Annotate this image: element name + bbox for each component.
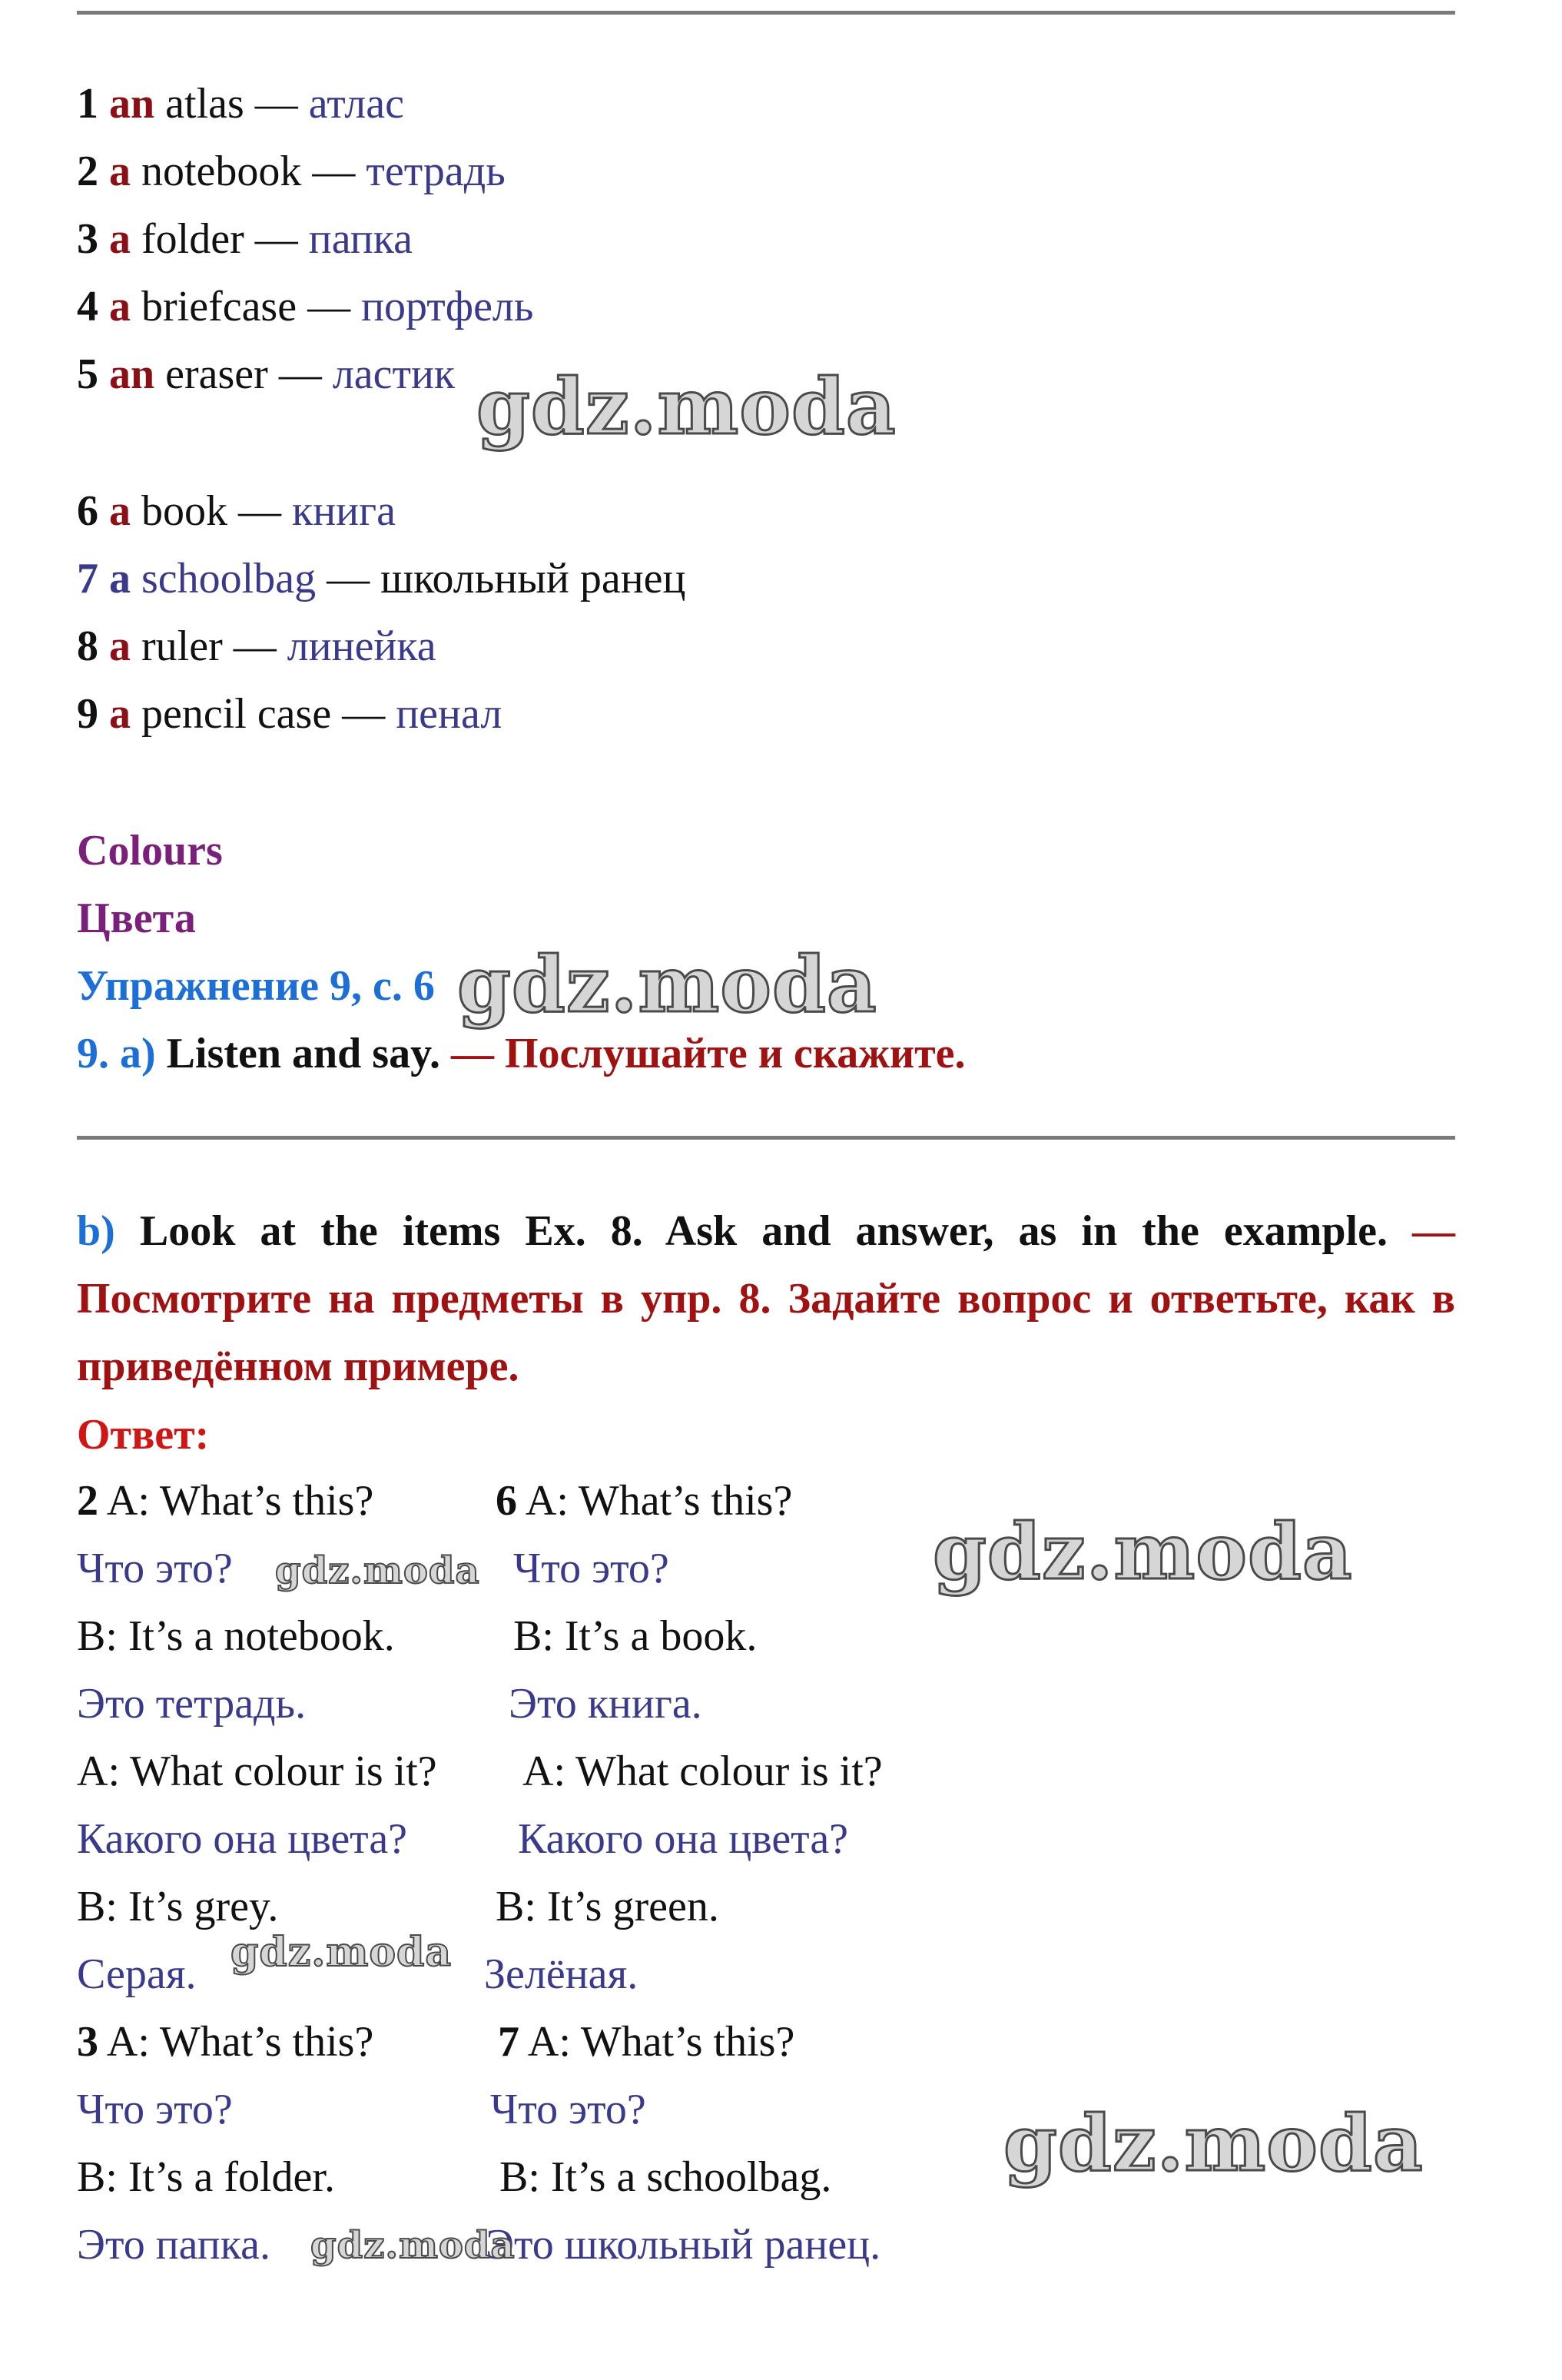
dialogue-line-ru: Что это? [490,2086,646,2133]
word-ru: ластик [332,350,456,398]
dialogue-number: 2 [77,1477,98,1525]
word-en: briefcase [141,283,297,330]
item-number: 4 [77,283,98,330]
task-text-ru: — Послушайте и скажите. [451,1030,966,1077]
dialogue-line-en: B: It’s a book. [513,1612,758,1660]
item-number: 9 [77,690,98,738]
exercise-heading: Упражнение 9, с. 6 [77,962,435,1010]
vocab-item-4 [77,280,533,334]
section-title-en: Colours [77,827,223,875]
dialogue-3-q1 [77,2015,373,2069]
dash: — [307,283,351,330]
dash: — [233,622,277,670]
article: a [109,555,131,602]
word-en: schoolbag [141,555,317,602]
article: a [109,283,131,330]
middle-divider [77,1136,1455,1140]
vocab-item-1 [77,77,404,131]
top-divider [77,11,1455,15]
dialogue-line-en: B: It’s a folder. [77,2153,335,2201]
task-a [77,1027,966,1080]
task-text-ru: — Посмотрите на предметы в упр. 8. Задайте вопрос и ответьте, как в приведённом примере. [77,1207,1456,1390]
dialogue-line-en: A: What’s this? [106,1477,374,1525]
dialogue-number: 7 [498,2018,519,2066]
task-number: 9. a) [77,1030,156,1077]
dialogue-line-en: A: What’s this? [106,2018,374,2066]
dialogue-number: 6 [496,1477,517,1525]
word-ru: портфель [361,283,534,330]
vocab-item-8 [77,619,436,673]
watermark: gdz.moda [933,1506,1353,1597]
word-en: ruler [141,622,223,670]
word-en: pencil case [141,690,332,738]
article: a [109,487,131,535]
dialogue-line-en: A: What colour is it? [522,1748,883,1795]
dialogue-line-en: A: What colour is it? [77,1748,437,1795]
dialogue-7-q1 [498,2015,794,2069]
dash: — [312,148,356,195]
item-number: 2 [77,148,98,195]
word-ru: атлас [308,80,404,128]
task-b [77,1197,1455,1400]
dialogue-line-ru: Это тетрадь. [77,1680,307,1728]
dialogue-line-en: B: It’s green. [496,1883,719,1930]
watermark: gdz.moda [1003,2098,1424,2189]
item-number: 5 [77,350,98,398]
task-label: b) [77,1207,115,1255]
dialogue-line-en: B: It’s a notebook. [77,1612,395,1660]
watermark: gdz.moda [230,1929,453,1976]
item-number: 1 [77,80,98,128]
dialogue-2-q1 [77,1474,373,1528]
dialogue-line-en: A: What’s this? [527,2018,795,2066]
dialogue-line-ru: Серая. [77,1950,197,1998]
dialogue-line-ru: Что это? [77,2086,233,2133]
dialogue-line-ru: Зелёная. [484,1950,638,1998]
section-title-ru: Цвета [77,895,196,942]
word-en: folder [141,215,244,263]
dash: — [254,215,298,263]
article: a [109,148,131,195]
dialogue-line-ru: Это папка. [77,2221,270,2269]
dialogue-line-ru: Какого она цвета? [77,1815,408,1863]
vocab-item-9 [77,687,502,741]
article: a [109,215,131,263]
answer-label: Ответ: [77,1411,210,1459]
dash: — [342,690,386,738]
word-ru: книга [292,487,396,535]
task-text-en: Look at the items Ex. 8. Ask and answer, as in the example. [139,1207,1388,1255]
word-ru: пенал [396,690,502,738]
dash: — [278,350,322,398]
article: an [109,350,155,398]
item-number: 8 [77,622,98,670]
vocab-item-3 [77,212,413,266]
vocab-item-6 [77,484,396,538]
watermark: gdz.moda [275,1549,480,1592]
dialogue-line-ru: Что это? [77,1545,233,1592]
word-en: notebook [141,148,302,195]
dialogue-line-en: B: It’s a schoolbag. [499,2153,832,2201]
item-number: 3 [77,215,98,263]
word-en: atlas [165,80,244,128]
dialogue-line-ru: Что это? [513,1545,669,1592]
dialogue-line-ru: Какого она цвета? [518,1815,849,1863]
dialogue-6-q1 [496,1474,792,1528]
watermark: gdz.moda [457,939,877,1030]
word-ru: линейка [287,622,436,670]
word-en: book [141,487,227,535]
dialogue-number: 3 [77,2018,98,2066]
vocab-item-7 [77,552,686,606]
dash: — [327,555,370,602]
word-ru: школьный ранец [380,555,686,602]
dialogue-line-ru: Это книга. [509,1680,702,1728]
vocab-item-2 [77,144,506,198]
dialogue-line-ru: Это школьный ранец. [486,2221,881,2269]
word-en: eraser [165,350,268,398]
article: an [109,80,155,128]
article: a [109,622,131,670]
watermark: gdz.moda [476,361,897,452]
vocab-item-5 [77,347,455,401]
word-ru: папка [308,215,413,263]
article: a [109,690,131,738]
dash: — [238,487,281,535]
dialogue-line-en: A: What’s this? [525,1477,793,1525]
watermark: gdz.moda [310,2224,516,2267]
dialogue-line-en: B: It’s grey. [77,1883,279,1930]
dash: — [254,80,298,128]
item-number: 6 [77,487,98,535]
item-number: 7 [77,555,98,602]
word-ru: тетрадь [366,148,506,195]
task-text-en: Listen and say. [166,1030,440,1077]
